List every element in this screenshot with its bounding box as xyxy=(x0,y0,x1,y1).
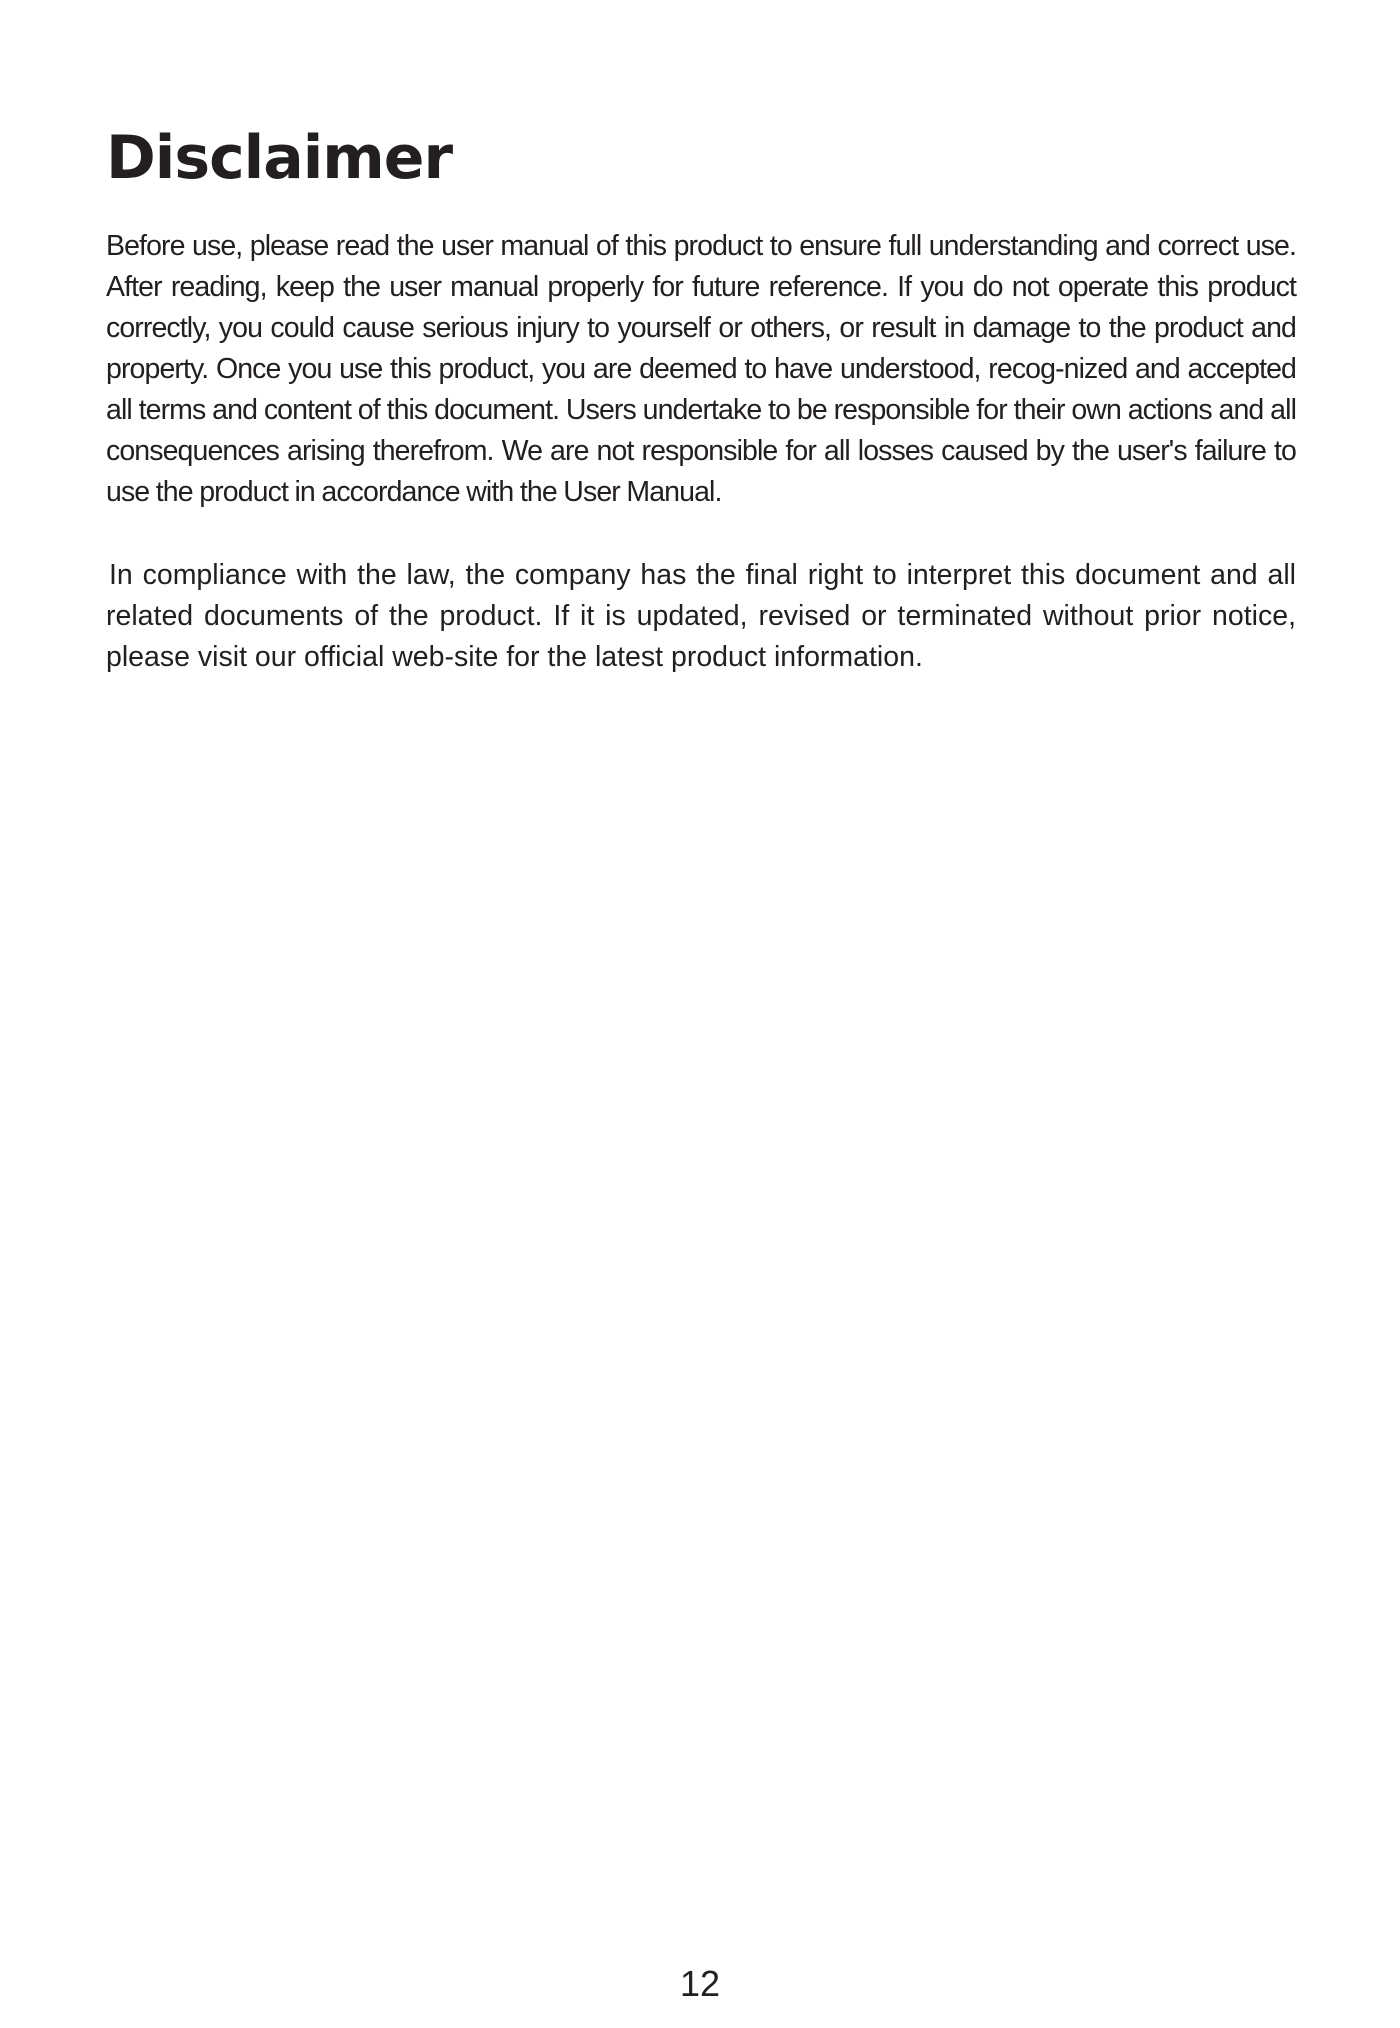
page-title: Disclaimer xyxy=(106,123,453,193)
page-number: 12 xyxy=(679,1963,721,2004)
disclaimer-paragraph-usage: Before use, please read the user manual of this product to ensure full understanding and correct use. After reading, keep the user manual properly for future reference. If you do not operate this product correctly, you could cause serious injury to yourself or others, or result in damage to the product and property. Once you use this product, you are deemed to have understood, recog-nized and accepted all terms and content of this document. Users undertake to be responsible for their own actions and all consequences arising therefrom. We are not responsible for all losses caused by the user's failure to use the product in accordance with the User Manual. xyxy=(106,230,1296,508)
disclaimer-paragraph-interpretation: In compliance with the law, the company has the final right to interpret this document and all related documents of the product. If it is updated, revised or terminated without prior notice, please visit our official web-site for the latest product information. xyxy=(106,559,1296,673)
